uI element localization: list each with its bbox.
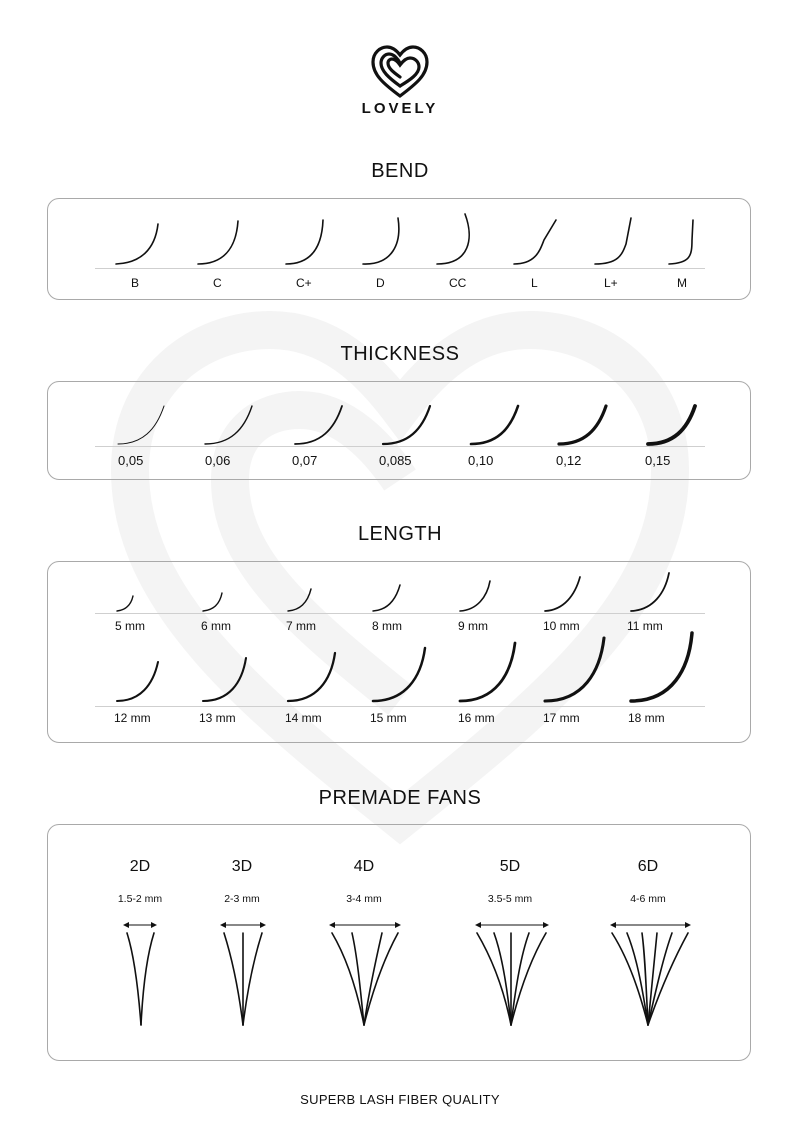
length-label-11mm: 11 mm: [627, 619, 663, 633]
curve-5mm: [117, 596, 133, 611]
curve-cplus: [286, 220, 323, 264]
thickness-label-012: 0,12: [556, 453, 582, 468]
fan-3d-range: 2-3 mm: [224, 893, 260, 905]
fans-drawings: [0, 915, 800, 1035]
fan-5d: [477, 933, 546, 1025]
thickness-title: THICKNESS: [340, 343, 460, 365]
fan-6d-range: 4-6 mm: [630, 893, 666, 905]
length-label-7mm: 7 mm: [286, 619, 316, 633]
fan-3d: [224, 933, 262, 1025]
curve-006: [205, 406, 252, 444]
curve-9mm: [460, 581, 490, 611]
thickness-label-0085: 0,085: [379, 453, 412, 468]
fan-2d-range: 1.5-2 mm: [117, 893, 163, 905]
length-label-13mm: 13 mm: [199, 711, 236, 725]
curve-b: [116, 224, 158, 264]
fans-title: PREMADE FANS: [318, 787, 482, 809]
length-curves: [0, 565, 800, 735]
length-label-14mm: 14 mm: [285, 711, 322, 725]
thickness-label-007: 0,07: [292, 453, 318, 468]
length-label-16mm: 16 mm: [458, 711, 495, 725]
curve-11mm: [631, 573, 669, 611]
length-label-17mm: 17 mm: [543, 711, 580, 725]
fan-5d-range: 3.5-5 mm: [487, 893, 533, 905]
curve-13mm: [203, 658, 246, 701]
thickness-label-010: 0,10: [468, 453, 494, 468]
curve-015: [648, 406, 695, 444]
length-label-10mm: 10 mm: [543, 619, 580, 633]
bend-label-l: L: [531, 276, 538, 290]
heart-knot-icon: [370, 44, 430, 98]
length-label-15mm: 15 mm: [370, 711, 407, 725]
fan-5d-title: 5D: [499, 858, 521, 875]
fan-6d-title: 6D: [637, 858, 659, 875]
bend-label-m: M: [677, 276, 687, 290]
length-label-8mm: 8 mm: [372, 619, 402, 633]
curve-012: [559, 406, 606, 444]
bend-title: BEND: [371, 160, 429, 182]
curve-c: [198, 221, 238, 264]
length-label-12mm: 12 mm: [114, 711, 151, 725]
bend-label-c: C: [213, 276, 222, 290]
length-title: LENGTH: [357, 523, 443, 545]
length-label-5mm: 5 mm: [115, 619, 145, 633]
fan-4d: [332, 933, 398, 1025]
bend-label-d: D: [376, 276, 385, 290]
brand-name: LOVELY: [361, 100, 439, 117]
curve-0085: [383, 406, 430, 444]
curve-17mm: [545, 638, 604, 701]
curve-lplus: [595, 218, 631, 264]
curve-007: [295, 406, 342, 444]
curve-15mm: [373, 648, 425, 701]
length-label-6mm: 6 mm: [201, 619, 231, 633]
curve-005: [118, 406, 164, 444]
curve-18mm: [631, 633, 692, 701]
curve-6mm: [203, 593, 222, 611]
curve-16mm: [460, 643, 515, 701]
curve-m: [669, 220, 693, 264]
thickness-label-005: 0,05: [118, 453, 144, 468]
thickness-curves: [0, 390, 800, 460]
curve-7mm: [288, 589, 311, 611]
bend-label-b: B: [131, 276, 140, 290]
thickness-label-015: 0,15: [645, 453, 671, 468]
curve-cc: [437, 214, 469, 264]
curve-l: [514, 220, 556, 264]
thickness-label-006: 0,06: [205, 453, 231, 468]
bend-curves: [0, 200, 800, 280]
fan-2d: [127, 933, 154, 1025]
curve-14mm: [288, 653, 335, 701]
footer-tagline: SUPERB LASH FIBER QUALITY: [300, 1092, 500, 1107]
length-label-9mm: 9 mm: [458, 619, 488, 633]
curve-010: [471, 406, 518, 444]
bend-label-cc: CC: [449, 276, 467, 290]
curve-10mm: [545, 577, 580, 611]
curve-12mm: [117, 662, 158, 701]
curve-d: [363, 218, 399, 264]
bend-label-lplus: L+: [604, 276, 618, 290]
fan-4d-range: 3-4 mm: [346, 893, 382, 905]
length-label-18mm: 18 mm: [628, 711, 665, 725]
fan-6d: [612, 933, 688, 1025]
fan-2d-title: 2D: [129, 858, 151, 875]
curve-8mm: [373, 585, 400, 611]
fan-3d-title: 3D: [231, 858, 253, 875]
fan-4d-title: 4D: [353, 858, 375, 875]
bend-label-cplus: C+: [296, 276, 312, 290]
